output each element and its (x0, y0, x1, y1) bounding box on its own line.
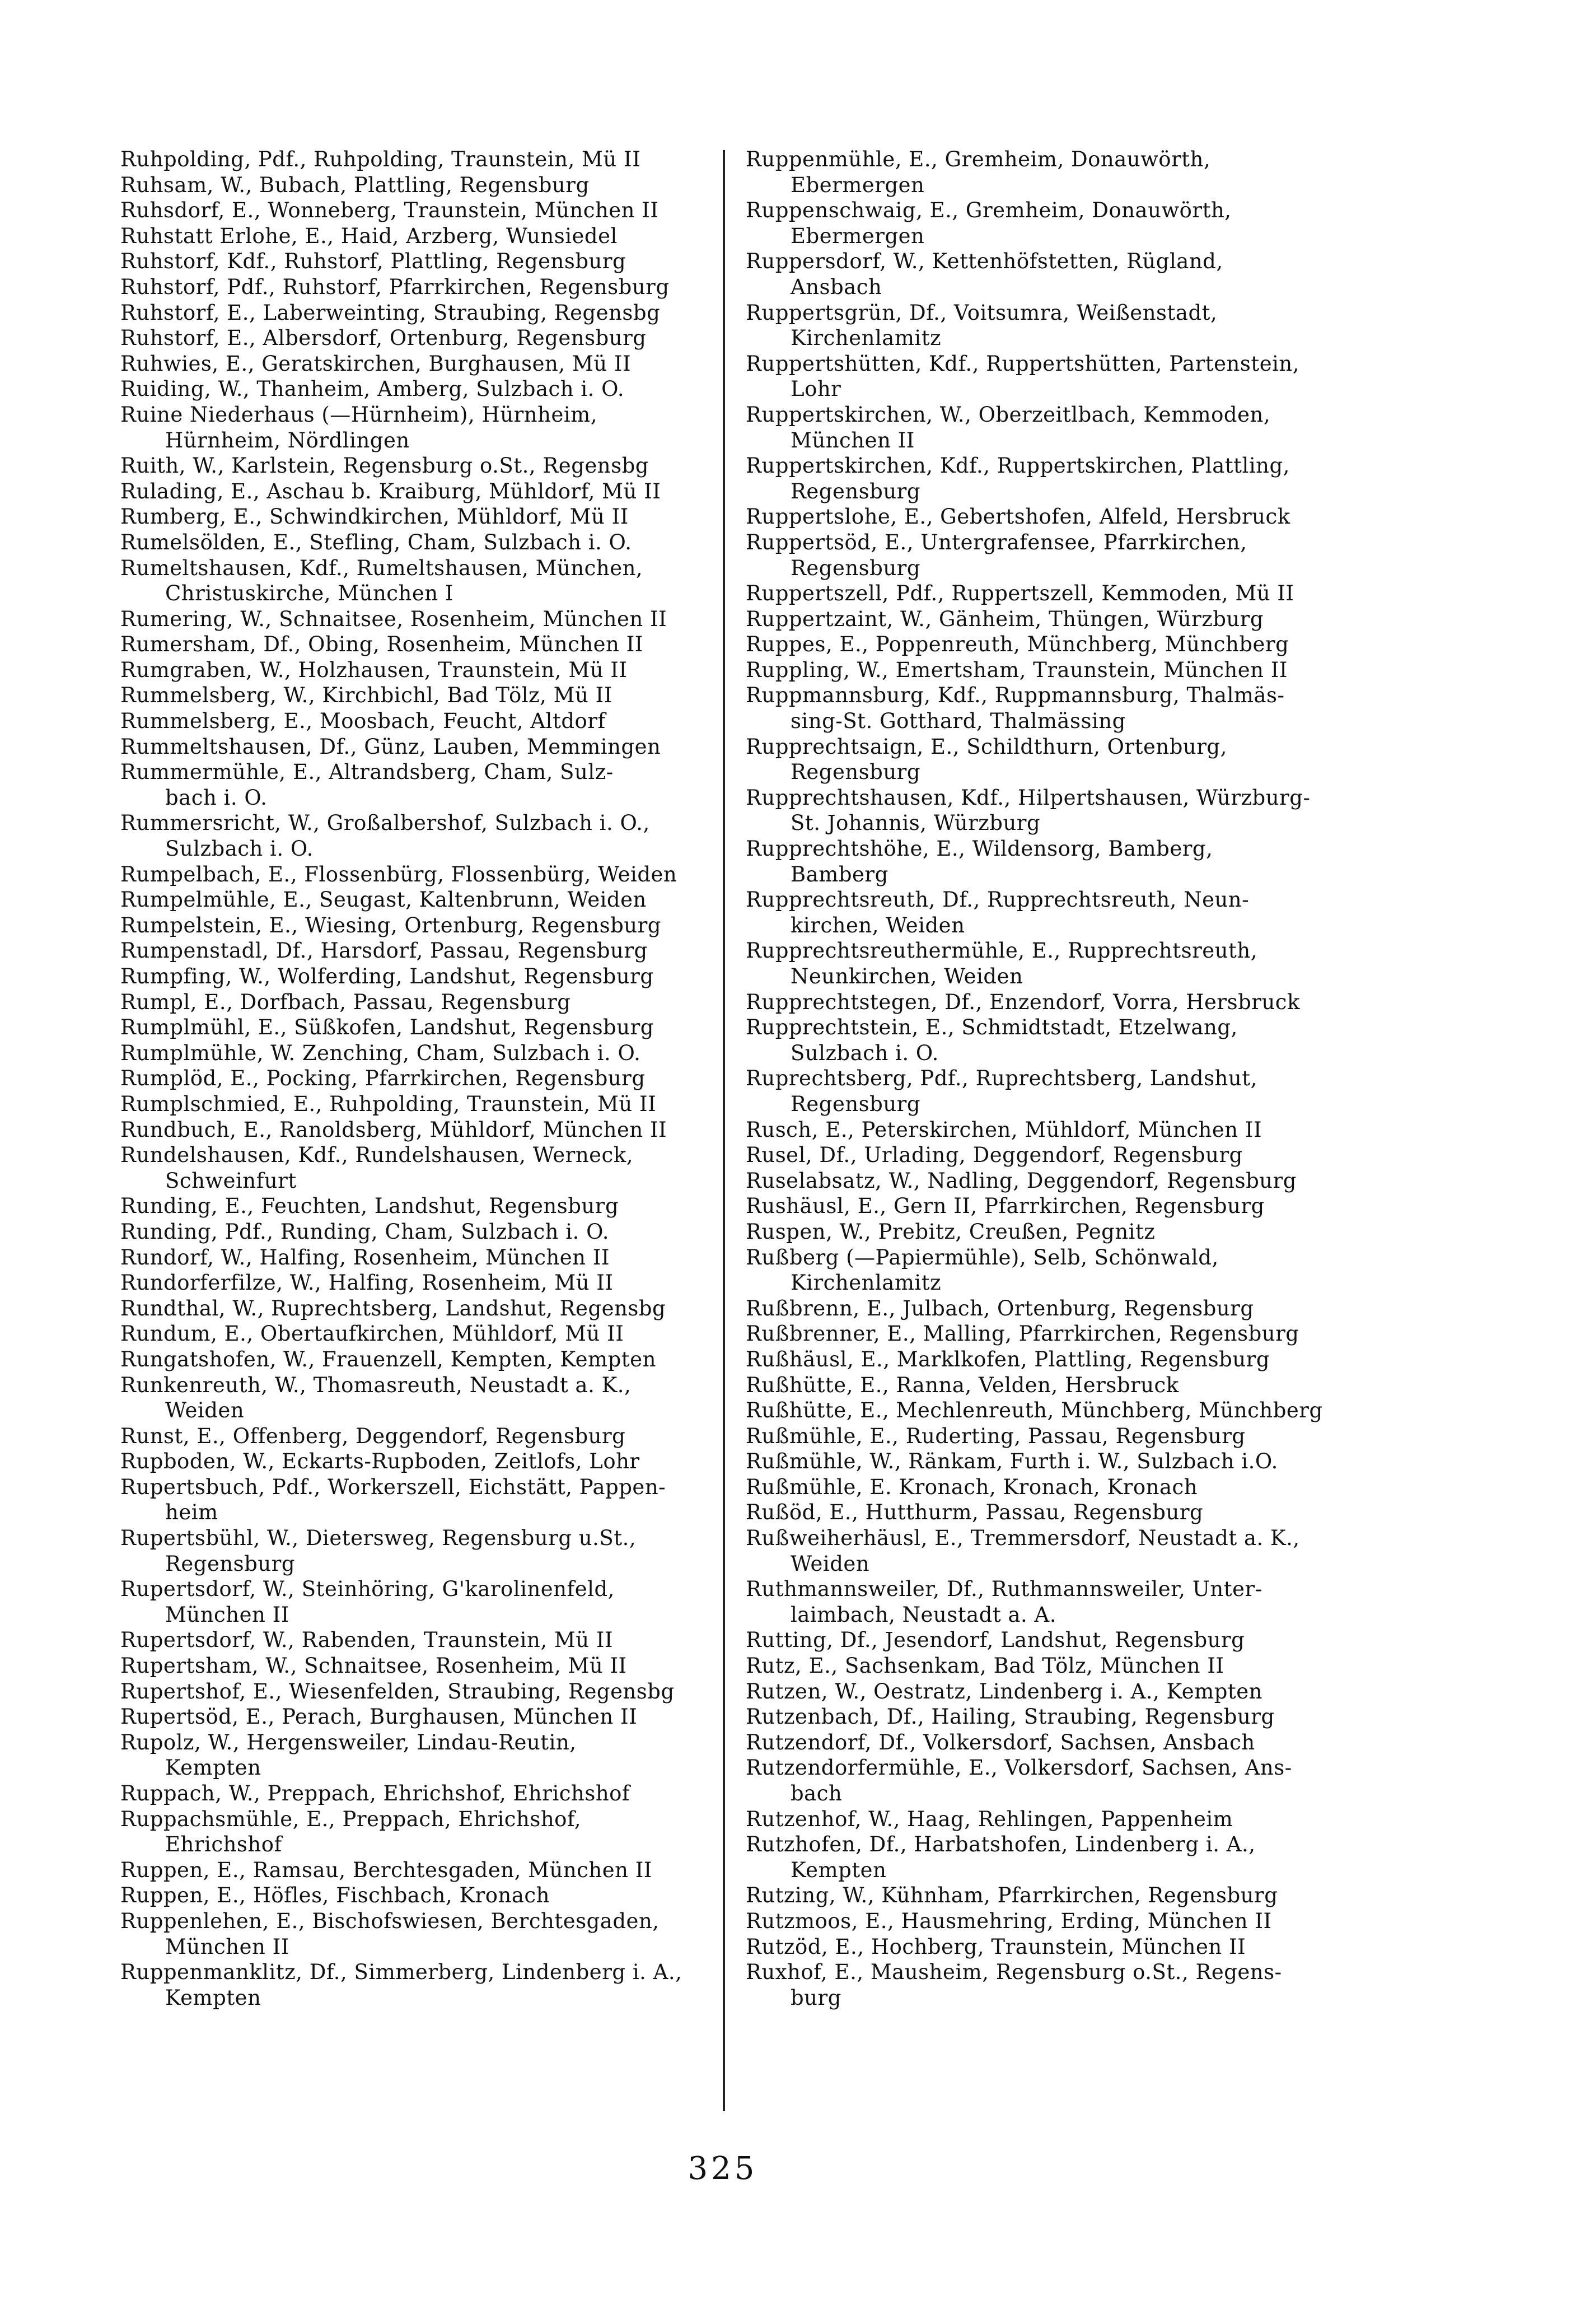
entry-line: Ruppertslohe, E., Gebertshofen, Alfeld, Hersbruck (746, 505, 1290, 529)
entry-line: Runst, E., Offenberg, Deggendorf, Regensburg (120, 1424, 626, 1448)
gazetteer-entry (746, 1117, 1367, 1143)
entry-line: Ruppenmanklitz, Df., Simmerberg, Lindenberg i. A., (120, 1960, 682, 1985)
entry-continuation-line: bach (791, 1781, 843, 1805)
gazetteer-entry (746, 147, 1367, 198)
gazetteer-entry (120, 1576, 717, 1627)
gazetteer-entry (746, 1576, 1367, 1627)
left-column (120, 147, 717, 2010)
entry-continuation-line: Kempten (165, 1985, 261, 2010)
gazetteer-entry (746, 990, 1367, 1015)
entry-line: Rupertsbuch, Pdf., Workerszell, Eichstätt, Pappen- (120, 1474, 666, 1499)
gazetteer-entry (120, 556, 717, 606)
gazetteer-entry (746, 785, 1367, 836)
entry-line: Rumplschmied, E., Ruhpolding, Traunstein, Mü II (120, 1091, 657, 1116)
entry-line: Rupertsbühl, W., Dietersweg, Regensburg u.St., (120, 1526, 637, 1551)
entry-line: Rupprechtstegen, Df., Enzendorf, Vorra, Hersbruck (746, 990, 1300, 1014)
gazetteer-entry (120, 734, 717, 760)
gazetteer-entry (120, 990, 717, 1015)
entry-line: Rundum, E., Obertaufkirchen, Mühldorf, Mü II (120, 1322, 624, 1346)
gazetteer-entry (746, 1908, 1367, 1934)
entry-line: Rupertsdorf, W., Rabenden, Traunstein, Mü II (120, 1628, 614, 1653)
page-number: 325 (688, 2150, 758, 2187)
entry-line: Rumpfing, W., Wolferding, Landshut, Regensburg (120, 964, 654, 988)
entry-line: Ruppertskirchen, Kdf., Ruppertskirchen, Plattling, (746, 454, 1290, 478)
entry-line: Rutzen, W., Oestratz, Lindenberg i. A., Kempten (746, 1679, 1262, 1704)
gazetteer-entry (120, 1040, 717, 1066)
entry-line: Ruppertsöd, E., Untergrafensee, Pfarrkirchen, (746, 530, 1247, 554)
entry-line: Rulading, E., Aschau b. Kraiburg, Mühldorf, Mü II (120, 479, 661, 503)
gazetteer-entry (746, 1142, 1367, 1168)
gazetteer-entry (120, 1730, 717, 1781)
entry-line: Rumelsölden, E., Stefling, Cham, Sulzbach i. O. (120, 530, 632, 554)
gazetteer-entry (746, 1704, 1367, 1730)
entry-line: Rungatshofen, W., Frauenzell, Kempten, Kempten (120, 1347, 656, 1371)
entry-line: Rummeltshausen, Df., Günz, Lauben, Memmingen (120, 734, 661, 759)
entry-line: Rupprechtsreuth, Df., Rupprechtsreuth, Neun- (746, 888, 1250, 912)
entry-continuation-line: Kirchenlamitz (791, 1271, 942, 1295)
entry-continuation-line: Sulzbach i. O. (165, 837, 314, 861)
gazetteer-entry (120, 1883, 717, 1908)
gazetteer-entry (120, 683, 717, 708)
gazetteer-entry (120, 1245, 717, 1271)
gazetteer-entry (746, 657, 1367, 683)
entry-continuation-line: burg (791, 1985, 841, 2010)
entry-continuation-line: München II (165, 1602, 289, 1627)
entry-continuation-line: Bamberg (791, 862, 888, 886)
gazetteer-entry (746, 1398, 1367, 1424)
gazetteer-entry (746, 1168, 1367, 1194)
entry-line: Rupprechtsaign, E., Schildthurn, Ortenburg, (746, 734, 1227, 759)
entry-line: Ruppenlehen, E., Bischofswiesen, Berchtesgaden, (120, 1908, 660, 1933)
gazetteer-entry (120, 759, 717, 810)
entry-continuation-line: Hürnheim, Nördlingen (165, 428, 410, 452)
entry-line: Rupprechtstein, E., Schmidtstadt, Etzelwang, (746, 1015, 1238, 1040)
gazetteer-entry (746, 1959, 1367, 2010)
entry-continuation-line: bach i. O. (165, 785, 268, 810)
entry-line: Rumeltshausen, Kdf., Rumeltshausen, München, (120, 556, 643, 580)
entry-line: Rummelsberg, W., Kirchbichl, Bad Tölz, Mü II (120, 683, 612, 708)
gazetteer-entry (120, 1679, 717, 1705)
entry-continuation-line: Neunkirchen, Weiden (791, 964, 1023, 988)
entry-line: Ruhsdorf, E., Wonneberg, Traunstein, München II (120, 198, 659, 223)
gazetteer-entry (746, 836, 1367, 887)
gazetteer-entry (746, 1296, 1367, 1322)
gazetteer-entry (120, 810, 717, 861)
gazetteer-entry (120, 1525, 717, 1576)
entry-line: Rutting, Df., Jesendorf, Landshut, Regensburg (746, 1628, 1245, 1653)
gazetteer-entry (746, 198, 1367, 249)
gazetteer-entry (120, 938, 717, 964)
gazetteer-entry (746, 1525, 1367, 1576)
gazetteer-entry (120, 1908, 717, 1959)
gazetteer-entry (746, 1321, 1367, 1347)
entry-line: Rutz, E., Sachsenkam, Bad Tölz, München II (746, 1654, 1224, 1678)
entry-line: Ruppenmühle, E., Gremheim, Donauwörth, (746, 147, 1211, 171)
right-column (746, 147, 1367, 2010)
entry-line: Ruiding, W., Thanheim, Amberg, Sulzbach i. O. (120, 377, 625, 402)
gazetteer-entry (120, 453, 717, 479)
entry-line: Rußmühle, E., Ruderting, Passau, Regensburg (746, 1424, 1246, 1448)
entry-line: Rutzendorf, Df., Volkersdorf, Sachsen, Ansbach (746, 1730, 1255, 1754)
entry-line: Rutzöd, E., Hochberg, Traunstein, München II (746, 1934, 1246, 1959)
gazetteer-entry (120, 1091, 717, 1117)
gazetteer-entry (746, 1832, 1367, 1883)
gazetteer-entry (746, 1347, 1367, 1373)
entry-line: Rutzenhof, W., Haag, Rehlingen, Pappenheim (746, 1807, 1233, 1831)
entry-line: Rutzhofen, Df., Harbatshofen, Lindenberg i. A., (746, 1832, 1256, 1857)
gazetteer-entry (120, 1959, 717, 2010)
entry-continuation-line: sing-St. Gotthard, Thalmässing (791, 709, 1126, 734)
entry-continuation-line: laimbach, Neustadt a. A. (791, 1602, 1057, 1627)
gazetteer-entry (746, 1500, 1367, 1525)
entry-line: Rußhütte, E., Mechlenreuth, Münchberg, Münchberg (746, 1398, 1323, 1423)
entry-continuation-line: Ehrichshof (165, 1832, 282, 1857)
entry-line: Rupertsham, W., Schnaitsee, Rosenheim, Mü II (120, 1654, 627, 1678)
entry-line: Rußberg (—Papiermühle), Selb, Schönwald, (746, 1245, 1219, 1270)
gazetteer-entry (120, 504, 717, 530)
gazetteer-entry (746, 1934, 1367, 1960)
entry-line: Rupprechtshöhe, E., Wildensorg, Bamberg, (746, 837, 1213, 861)
entry-line: Rundelshausen, Kdf., Rundelshausen, Werneck, (120, 1143, 633, 1168)
entry-line: Runding, Pdf., Runding, Cham, Sulzbach i. O. (120, 1219, 610, 1244)
entry-line: Rumplmühle, W. Zenching, Cham, Sulzbach i. O. (120, 1040, 641, 1065)
gazetteer-entry (120, 530, 717, 556)
entry-line: Ruhstorf, Pdf., Ruhstorf, Pfarrkirchen, Regensburg (120, 274, 670, 299)
entry-continuation-line: Ebermergen (791, 223, 925, 248)
gazetteer-entry (746, 1730, 1367, 1756)
entry-line: Rußhütte, E., Ranna, Velden, Hersbruck (746, 1373, 1179, 1397)
entry-line: Ruhstorf, E., Albersdorf, Ortenburg, Regensburg (120, 326, 647, 351)
entry-line: Rupertshof, E., Wiesenfelden, Straubing, Regensbg (120, 1679, 675, 1704)
entry-continuation-line: Christuskirche, München I (165, 581, 453, 606)
entry-line: Ruprechtsberg, Pdf., Ruprechtsberg, Landshut, (746, 1066, 1257, 1091)
gazetteer-entry (746, 351, 1367, 402)
entry-line: Rußbrenn, E., Julbach, Ortenburg, Regensburg (746, 1296, 1254, 1320)
entry-line: Rutzing, W., Kühnham, Pfarrkirchen, Regensburg (746, 1883, 1278, 1908)
gazetteer-entry (746, 1474, 1367, 1500)
gazetteer-entry (746, 504, 1367, 530)
entry-continuation-line: Ebermergen (791, 172, 925, 197)
entry-line: Rushäusl, E., Gern II, Pfarrkirchen, Regensburg (746, 1194, 1265, 1219)
gazetteer-entry (120, 1347, 717, 1373)
entry-line: Ruppertskirchen, W., Oberzeitlbach, Kemmoden, (746, 402, 1271, 427)
entry-line: Ruppling, W., Emertsham, Traunstein, München II (746, 657, 1288, 682)
gazetteer-entry (120, 172, 717, 198)
gazetteer-entry (120, 402, 717, 453)
gazetteer-entry (746, 581, 1367, 606)
gazetteer-entry (120, 223, 717, 249)
gazetteer-entry (120, 1373, 717, 1424)
gazetteer-entry (120, 1015, 717, 1040)
entry-line: Rutzendorfermühle, E., Volkersdorf, Sachsen, Ans- (746, 1756, 1292, 1780)
gazetteer-entry (120, 1193, 717, 1219)
entry-line: Ruselabsatz, W., Nadling, Deggendorf, Regensburg (746, 1168, 1297, 1193)
entry-line: Rumberg, E., Schwindkirchen, Mühldorf, Mü II (120, 505, 629, 529)
gazetteer-entry (120, 964, 717, 990)
gazetteer-entry (120, 1474, 717, 1525)
gazetteer-entry (120, 887, 717, 913)
gazetteer-entry (746, 1066, 1367, 1117)
entry-line: Ruxhof, E., Mausheim, Regensburg o.St., Regens- (746, 1960, 1282, 1985)
gazetteer-entry (120, 1296, 717, 1322)
gazetteer-entry (746, 1219, 1367, 1245)
entry-line: Rußöd, E., Hutthurm, Passau, Regensburg (746, 1500, 1204, 1525)
entry-line: Rundthal, W., Ruprechtsberg, Landshut, Regensbg (120, 1296, 666, 1320)
gazetteer-entry (120, 1807, 717, 1858)
entry-continuation-line: Regensburg (791, 760, 921, 785)
entry-continuation-line: heim (165, 1500, 218, 1525)
entry-line: Ruhstorf, Kdf., Ruhstorf, Plattling, Regensburg (120, 249, 626, 274)
gazetteer-entry (746, 1627, 1367, 1653)
gazetteer-entry (746, 734, 1367, 785)
entry-line: Rupprechtsreuthermühle, E., Rupprechtsreuth, (746, 939, 1257, 963)
gazetteer-entry (120, 351, 717, 377)
gazetteer-entry (120, 325, 717, 351)
gazetteer-entry (746, 1807, 1367, 1832)
entry-line: Ruppertzaint, W., Gänheim, Thüngen, Würzburg (746, 606, 1264, 631)
entry-line: Ruppachsmühle, E., Preppach, Ehrichshof, (120, 1807, 582, 1831)
gazetteer-entry (120, 708, 717, 734)
entry-line: Rummermühle, E., Altrandsberg, Cham, Sulz- (120, 760, 614, 785)
entry-continuation-line: Regensburg (791, 556, 921, 580)
gazetteer-entry (746, 249, 1367, 300)
gazetteer-entry (120, 1142, 717, 1193)
entry-continuation-line: Weiden (791, 1551, 870, 1576)
entry-line: Rußweiherhäusl, E., Tremmersdorf, Neustadt a. K., (746, 1526, 1300, 1551)
entry-line: Rumpenstadl, Df., Harsdorf, Passau, Regensburg (120, 939, 648, 963)
entry-line: Rutzmoos, E., Hausmehring, Erding, München II (746, 1908, 1272, 1933)
gazetteer-entry (120, 1066, 717, 1091)
entry-line: Ruppen, E., Höfles, Fischbach, Kronach (120, 1883, 550, 1908)
gazetteer-entry (120, 1219, 717, 1245)
entry-continuation-line: Kirchenlamitz (791, 326, 942, 351)
entry-line: Ruspen, W., Prebitz, Creußen, Pegnitz (746, 1219, 1156, 1244)
gazetteer-entry (120, 376, 717, 402)
entry-line: Ruhstatt Erlohe, E., Haid, Arzberg, Wunsiedel (120, 223, 618, 248)
gazetteer-entry (120, 198, 717, 223)
entry-line: Runkenreuth, W., Thomasreuth, Neustadt a. K., (120, 1373, 632, 1397)
entry-line: Rumersham, Df., Obing, Rosenheim, München II (120, 632, 643, 657)
entry-line: Rusch, E., Peterskirchen, Mühldorf, München II (746, 1117, 1262, 1142)
entry-line: Rußhäusl, E., Marklkofen, Plattling, Regensburg (746, 1347, 1270, 1371)
gazetteer-entry (746, 1015, 1367, 1066)
gazetteer-entry (746, 453, 1367, 504)
gazetteer-entry (120, 632, 717, 657)
entry-line: Ruppen, E., Ramsau, Berchtesgaden, München II (120, 1858, 652, 1882)
gazetteer-entry (746, 938, 1367, 989)
gazetteer-entry (120, 1117, 717, 1143)
entry-line: Rupertsöd, E., Perach, Burghausen, München II (120, 1705, 638, 1729)
gazetteer-entry (120, 1627, 717, 1653)
gazetteer-entry (120, 274, 717, 300)
gazetteer-entry (746, 530, 1367, 581)
entry-line: Rusel, Df., Urlading, Deggendorf, Regensburg (746, 1143, 1243, 1168)
gazetteer-entry (120, 862, 717, 888)
gazetteer-entry (120, 1781, 717, 1807)
gazetteer-entry (120, 1424, 717, 1449)
entry-continuation-line: Lohr (791, 377, 841, 402)
entry-line: Ruppertsgrün, Df., Voitsumra, Weißenstadt, (746, 300, 1218, 325)
entry-continuation-line: Regensburg (165, 1551, 296, 1576)
gazetteer-entry (120, 913, 717, 939)
gazetteer-entry (120, 147, 717, 172)
gazetteer-entry (746, 300, 1367, 351)
gazetteer-entry (746, 1679, 1367, 1705)
entry-line: Rußmühle, W., Ränkam, Furth i. W., Sulzbach i.O. (746, 1449, 1278, 1474)
entry-line: Rumplöd, E., Pocking, Pfarrkirchen, Regensburg (120, 1066, 646, 1091)
gazetteer-entry (746, 887, 1367, 938)
entry-continuation-line: kirchen, Weiden (791, 913, 965, 937)
column-divider (723, 150, 725, 2111)
gazetteer-entry (120, 1704, 717, 1730)
entry-line: Rutzenbach, Df., Hailing, Straubing, Regensburg (746, 1705, 1275, 1729)
entry-line: Ruthmannsweiler, Df., Ruthmannsweiler, Unter- (746, 1577, 1262, 1602)
entry-line: Rumpelbach, E., Flossenbürg, Flossenbürg, Weiden (120, 862, 677, 886)
entry-line: Ruhsam, W., Bubach, Plattling, Regensburg (120, 172, 590, 197)
gazetteer-entry (120, 606, 717, 632)
entry-line: Ruith, W., Karlstein, Regensburg o.St., Regensbg (120, 454, 649, 478)
entry-line: Ruppertszell, Pdf., Ruppertszell, Kemmoden, Mü II (746, 581, 1294, 606)
entry-line: Rumplmühl, E., Süßkofen, Landshut, Regensburg (120, 1015, 654, 1040)
entry-line: Ruppmannsburg, Kdf., Ruppmannsburg, Thalmäs- (746, 683, 1285, 708)
gazetteer-entry (746, 1755, 1367, 1806)
gazetteer-entry (746, 606, 1367, 632)
gazetteer-entry (746, 1653, 1367, 1679)
gazetteer-entry (120, 300, 717, 326)
entry-line: Rumering, W., Schnaitsee, Rosenheim, München II (120, 606, 667, 631)
entry-continuation-line: München II (791, 428, 915, 452)
entry-line: Rupertsdorf, W., Steinhöring, G'karolinenfeld, (120, 1577, 615, 1602)
gazetteer-entry (120, 1270, 717, 1296)
entry-line: Rundorf, W., Halfing, Rosenheim, München II (120, 1245, 610, 1270)
gazetteer-entry (746, 632, 1367, 657)
entry-continuation-line: St. Johannis, Würzburg (791, 811, 1041, 836)
entry-line: Ruppertshütten, Kdf., Ruppertshütten, Partenstein, (746, 351, 1300, 376)
entry-line: Rupboden, W., Eckarts-Rupboden, Zeitlofs, Lohr (120, 1449, 640, 1474)
gazetteer-entry (746, 1883, 1367, 1908)
gazetteer-entry (746, 402, 1367, 453)
gazetteer-entry (746, 1245, 1367, 1296)
gazetteer-entry (120, 249, 717, 274)
entry-line: Rummersricht, W., Großalbershof, Sulzbach i. O., (120, 811, 650, 836)
entry-continuation-line: Regensburg (791, 1091, 921, 1116)
gazetteer-entry (120, 1449, 717, 1474)
gazetteer-entry (120, 1653, 717, 1679)
entry-continuation-line: Regensburg (791, 479, 921, 503)
entry-line: Ruppenschwaig, E., Gremheim, Donauwörth, (746, 198, 1232, 223)
gazetteer-entry (746, 683, 1367, 734)
entry-continuation-line: Ansbach (791, 274, 882, 299)
entry-line: Rußmühle, E. Kronach, Kronach, Kronach (746, 1474, 1198, 1499)
entry-line: Ruhpolding, Pdf., Ruhpolding, Traunstein, Mü II (120, 147, 641, 171)
gazetteer-entry (746, 1193, 1367, 1219)
entry-line: Rupolz, W., Hergensweiler, Lindau-Reutin, (120, 1730, 577, 1754)
gazetteer-entry (746, 1424, 1367, 1449)
gazetteer-entry (746, 1449, 1367, 1474)
entry-line: Rußbrenner, E., Malling, Pfarrkirchen, Regensburg (746, 1322, 1299, 1346)
entry-line: Rumpelstein, E., Wiesing, Ortenburg, Regensburg (120, 913, 661, 937)
entry-continuation-line: Weiden (165, 1398, 245, 1423)
entry-continuation-line: Schweinfurt (165, 1168, 297, 1193)
entry-line: Rumgraben, W., Holzhausen, Traunstein, Mü II (120, 657, 628, 682)
entry-line: Ruppach, W., Preppach, Ehrichshof, Ehrichshof (120, 1781, 630, 1805)
entry-line: Ruppersdorf, W., Kettenhöfstetten, Rügland, (746, 249, 1223, 274)
entry-line: Ruine Niederhaus (—Hürnheim), Hürnheim, (120, 402, 598, 427)
entry-continuation-line: Kempten (165, 1756, 261, 1780)
gazetteer-entry (120, 1321, 717, 1347)
gazetteer-entry (746, 1373, 1367, 1398)
entry-line: Rundbuch, E., Ranoldsberg, Mühldorf, München II (120, 1117, 667, 1142)
gazetteer-entry (120, 1858, 717, 1883)
entry-line: Runding, E., Feuchten, Landshut, Regensburg (120, 1194, 619, 1219)
gazetteer-entry (120, 657, 717, 683)
entry-continuation-line: Kempten (791, 1858, 887, 1882)
entry-line: Ruhstorf, E., Laberweinting, Straubing, Regensbg (120, 300, 661, 325)
entry-line: Ruhwies, E., Geratskirchen, Burghausen, Mü II (120, 351, 632, 376)
entry-line: Ruppes, E., Poppenreuth, Münchberg, Münchberg (746, 632, 1289, 657)
entry-line: Rupprechtshausen, Kdf., Hilpertshausen, Würzburg- (746, 785, 1311, 810)
entry-continuation-line: Sulzbach i. O. (791, 1040, 939, 1065)
entry-continuation-line: München II (165, 1934, 289, 1959)
entry-line: Rumpelmühle, E., Seugast, Kaltenbrunn, Weiden (120, 888, 647, 912)
entry-line: Rundorferfilze, W., Halfing, Rosenheim, Mü II (120, 1271, 614, 1295)
entry-line: Rummelsberg, E., Moosbach, Feucht, Altdorf (120, 709, 606, 734)
gazetteer-entry (120, 479, 717, 505)
entry-line: Rumpl, E., Dorfbach, Passau, Regensburg (120, 990, 571, 1014)
